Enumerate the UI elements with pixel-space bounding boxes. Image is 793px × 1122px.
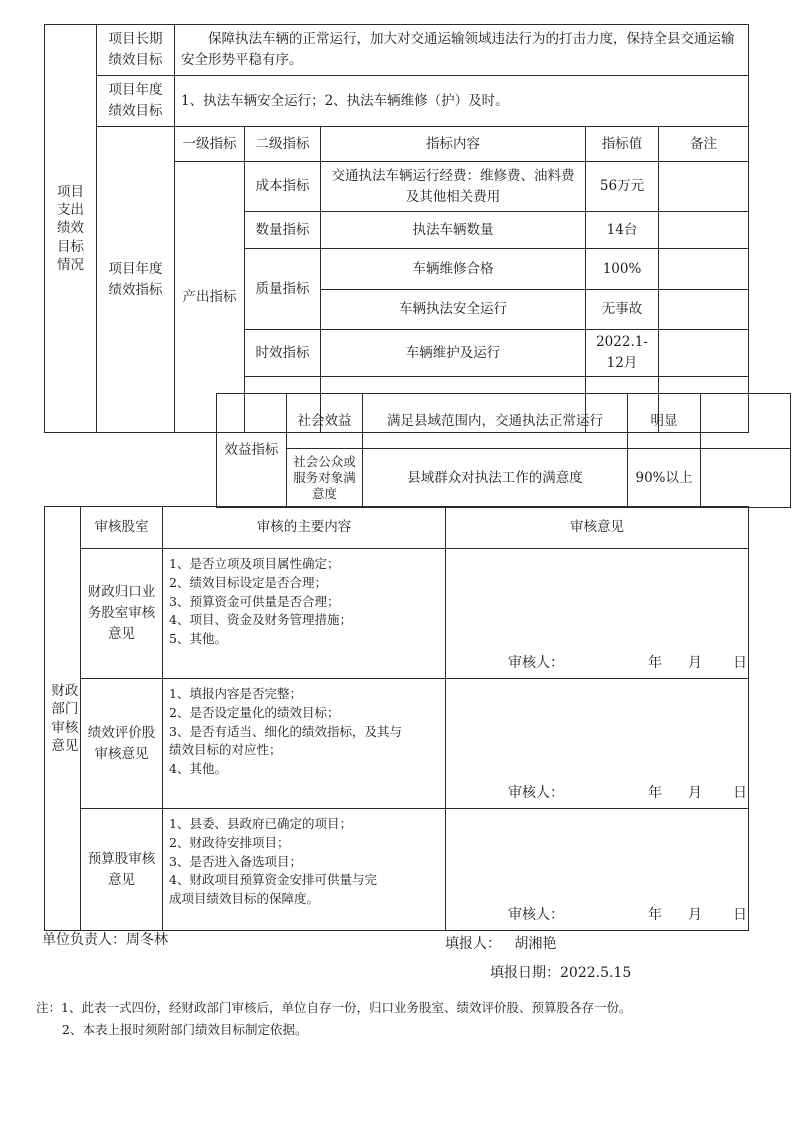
- performance-goal-table: [44, 24, 749, 433]
- annual-goal-value: 1、执法车辆安全运行；2、执法车辆维修（护）及时。: [175, 76, 749, 127]
- fill-date-value: 2022.5.15: [560, 965, 632, 981]
- quality-indicator-value-b: 无事故: [586, 290, 659, 330]
- quality-indicator-content-a: 车辆维修合格: [321, 249, 586, 290]
- timeliness-indicator-value: 2022.1-12月: [586, 330, 659, 377]
- quality-indicator-content-b: 车辆执法安全运行: [321, 290, 586, 330]
- goal-section-label: 项目支出绩效目标情况: [45, 25, 97, 433]
- unit-head: [42, 929, 168, 949]
- review-opinion-business[interactable]: [446, 549, 749, 679]
- finance-review-table: [44, 506, 749, 931]
- remark-cell: [701, 394, 791, 449]
- review-item: 1、县委、县政府已确定的项目；: [169, 816, 352, 831]
- header-content: 指标内容: [321, 127, 586, 162]
- review-item: 2、财政待安排项目；: [169, 834, 290, 850]
- filler: [445, 933, 556, 953]
- satisfaction-indicator-value: 90%以上: [628, 449, 701, 508]
- fill-date: [490, 962, 631, 982]
- timeliness-indicator-content: 车辆维护及运行: [321, 330, 586, 377]
- review-dept-budget: 预算股审核意见: [81, 809, 163, 931]
- review-header-dept: 审核股室: [81, 507, 163, 549]
- benefit-indicator-label: 效益指标: [217, 394, 287, 508]
- cost-indicator-content: 交通执法车辆运行经费：维修费、油料费及其他相关费用: [321, 162, 586, 212]
- finance-section-label: 财政部门审核意见: [45, 507, 81, 931]
- review-opinion-performance[interactable]: [446, 679, 749, 809]
- review-item: 1、填报内容是否完整；: [169, 686, 302, 701]
- review-item: 2、绩效目标设定是否合理；: [169, 574, 327, 590]
- review-item: 3、预算资金可供量是否合理；: [169, 593, 340, 609]
- review-signature-line: 审核人： 年 月 日: [508, 655, 747, 672]
- note-line-1: 注：1、此表一式四份，经财政部门审核后，单位自存一份，归口业务股室、绩效评价股、预算股各存一份。: [36, 1000, 632, 1015]
- review-item: 成项目绩效目标的保障度。: [169, 891, 320, 906]
- remark-cell: [659, 290, 749, 330]
- cost-indicator-label: 成本指标: [245, 162, 321, 212]
- long-term-goal-label: 项目长期绩效目标: [97, 25, 175, 76]
- review-item: 1、是否立项及项目属性确定；: [169, 556, 340, 571]
- review-item: 5、其他。: [169, 631, 227, 646]
- review-signature-line: 审核人： 年 月 日: [508, 907, 747, 924]
- fill-date-label: 填报日期：: [490, 965, 560, 981]
- review-item: 4、其他。: [169, 761, 227, 776]
- review-header-opinion: 审核意见: [446, 507, 749, 549]
- long-term-goal-value: 保障执法车辆的正常运行，加大对交通运输领域违法行为的打击力度，保持全县交通运输安全形势平稳有序。: [175, 25, 749, 76]
- unit-head-name: 周冬林: [126, 932, 168, 948]
- quantity-indicator-value: 14台: [586, 212, 659, 249]
- review-signature-line: 审核人： 年 月 日: [508, 785, 747, 802]
- review-item: 绩效目标的对应性；: [169, 742, 282, 758]
- note-line-2: 2、本表上报时须附部门绩效目标制定依据。: [62, 1022, 308, 1037]
- remark-cell: [659, 330, 749, 377]
- header-value: 指标值: [586, 127, 659, 162]
- review-item: 4、财政项目预算资金安排可供量与完: [169, 872, 377, 888]
- satisfaction-indicator-label: 社会公众或服务对象满意度: [287, 449, 363, 508]
- review-items-performance: [163, 679, 446, 809]
- annual-goal-label: 项目年度绩效目标: [97, 76, 175, 127]
- review-items-budget: [163, 809, 446, 931]
- header-level1: 一级指标: [175, 127, 245, 162]
- review-item: 4、项目、资金及财务管理措施；: [169, 612, 352, 628]
- unit-head-label: 单位负责人：: [42, 932, 126, 948]
- output-indicator-label: 产出指标: [175, 162, 245, 433]
- quantity-indicator-label: 数量指标: [245, 212, 321, 249]
- filler-name: 胡湘艳: [514, 936, 557, 952]
- benefit-rows: [216, 393, 791, 508]
- remark-cell: [659, 249, 749, 290]
- header-remark: 备注: [659, 127, 749, 162]
- filler-label: 填报人：: [445, 936, 501, 952]
- quality-indicator-label: 质量指标: [245, 249, 321, 330]
- remark-cell: [659, 212, 749, 249]
- review-item: 3、是否有适当、细化的绩效指标，及其与: [169, 723, 402, 739]
- cost-indicator-value: 56万元: [586, 162, 659, 212]
- quality-indicator-value-a: 100%: [586, 249, 659, 290]
- review-opinion-budget[interactable]: [446, 809, 749, 931]
- quantity-indicator-content: 执法车辆数量: [321, 212, 586, 249]
- review-dept-business: 财政归口业务股室审核意见: [81, 549, 163, 679]
- review-header-content: 审核的主要内容: [163, 507, 446, 549]
- timeliness-indicator-label: 时效指标: [245, 330, 321, 377]
- review-dept-performance: 绩效评价股审核意见: [81, 679, 163, 809]
- remark-cell: [659, 162, 749, 212]
- review-item: 2、是否设定量化的绩效目标；: [169, 704, 340, 720]
- review-item: 3、是否进入备选项目；: [169, 853, 302, 869]
- annual-indicator-label: 项目年度绩效指标: [97, 127, 175, 433]
- remark-cell: [701, 449, 791, 508]
- social-benefit-value: 明显: [628, 394, 701, 449]
- social-benefit-label: 社会效益: [287, 394, 363, 449]
- social-benefit-content: 满足县域范围内，交通执法正常运行: [363, 394, 628, 449]
- satisfaction-indicator-content: 县域群众对执法工作的满意度: [363, 449, 628, 508]
- review-items-business: [163, 549, 446, 679]
- header-level2: 二级指标: [245, 127, 321, 162]
